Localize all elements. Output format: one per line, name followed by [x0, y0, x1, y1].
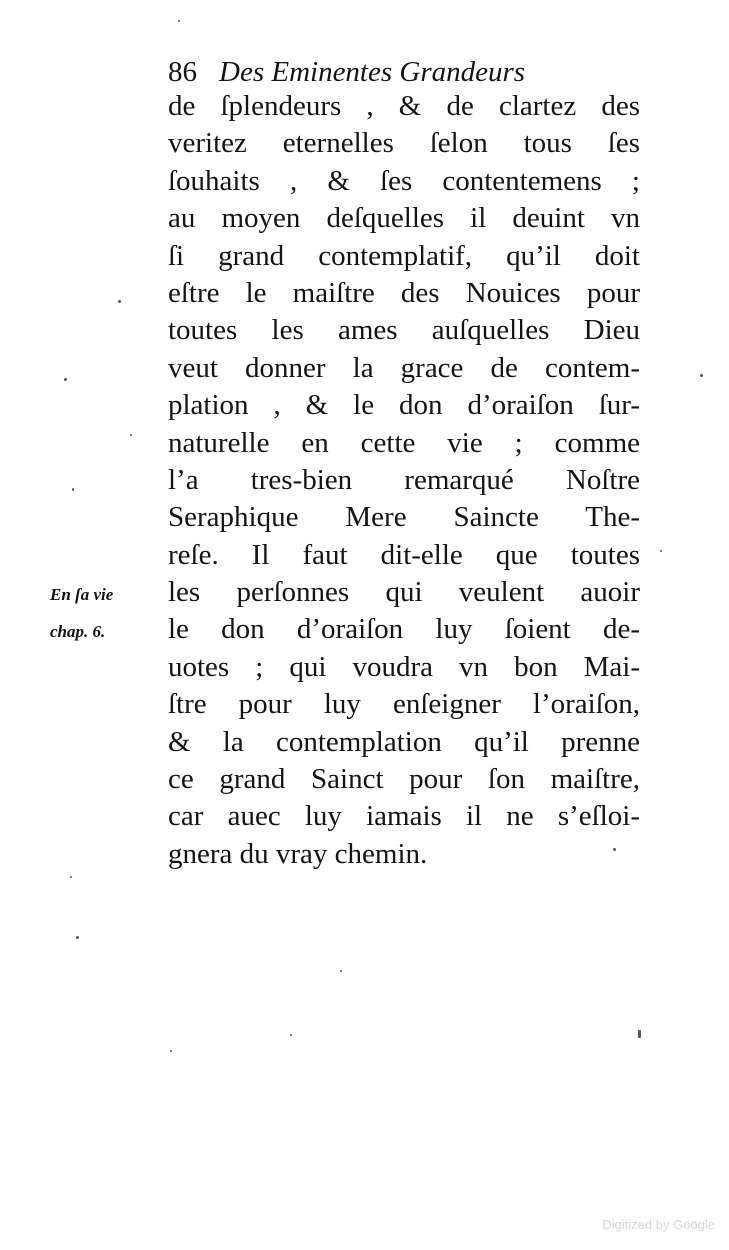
running-title: Des Eminentes Grandeurs [219, 56, 526, 88]
scan-speck [72, 488, 74, 491]
text-line: le don d’oraiſon luy ſoient de- [168, 613, 640, 646]
text-line: reſe. Il faut dit-elle que toutes [168, 538, 640, 571]
text-line: veritez eternelles ſelon tous ſes [168, 127, 640, 160]
margin-note-line: chap. 6. [50, 622, 106, 641]
body-text [168, 88, 648, 873]
scan-speck [130, 434, 132, 436]
scan-speck [64, 378, 67, 381]
text-line: ſouhaits , & ſes contentemens ; [168, 164, 640, 197]
text-line: de ſplendeurs , & de clartez des [168, 90, 640, 122]
text-line: eſtre le maiſtre des Nouices pour [168, 276, 640, 309]
text-line: plation , & le don d’oraiſon ſur- [168, 389, 640, 422]
scan-speck [76, 936, 79, 939]
scan-speck [178, 20, 180, 22]
text-line: & la contemplation qu’il prenne [168, 725, 640, 758]
text-line: car auec luy iamais il ne s’eſloi- [168, 800, 640, 833]
text-line: uotes ; qui voudra vn bon Mai- [168, 650, 640, 683]
margin-note-line: En ſa vie [50, 585, 114, 604]
text-line: ſtre pour luy enſeigner l’oraiſon, [168, 688, 640, 721]
text-line: ce grand Sainct pour ſon maiſtre, [168, 763, 640, 796]
scan-speck [70, 876, 72, 878]
scan-speck [660, 550, 662, 552]
scan-speck [290, 1034, 292, 1036]
text-line: au moyen deſquelles il deuint vn [168, 202, 640, 235]
scan-speck [638, 1030, 641, 1038]
watermark: Digitized by Google [602, 1217, 715, 1232]
text-line: ſi grand contemplatif, qu’il doit [168, 239, 640, 272]
scan-speck [118, 300, 121, 303]
page-number: 86 [168, 56, 197, 88]
scan-speck [613, 848, 616, 851]
running-head [168, 52, 608, 92]
text-line: veut donner la grace de contem- [168, 351, 640, 384]
text-line: Seraphique Mere Saincte The- [168, 501, 640, 534]
scan-speck [700, 374, 703, 377]
text-line-last: gnera du vray chemin. [168, 837, 428, 870]
text-line: l’a tres-bien remarqué Noſtre [168, 463, 640, 496]
text-line: toutes les ames auſquelles Dieu [168, 314, 640, 347]
text-line: naturelle en cette vie ; comme [168, 426, 640, 459]
margin-note [50, 576, 160, 650]
scan-speck [340, 970, 342, 972]
scan-speck [170, 1050, 172, 1052]
text-line: les perſonnes qui veulent auoir [168, 576, 640, 609]
